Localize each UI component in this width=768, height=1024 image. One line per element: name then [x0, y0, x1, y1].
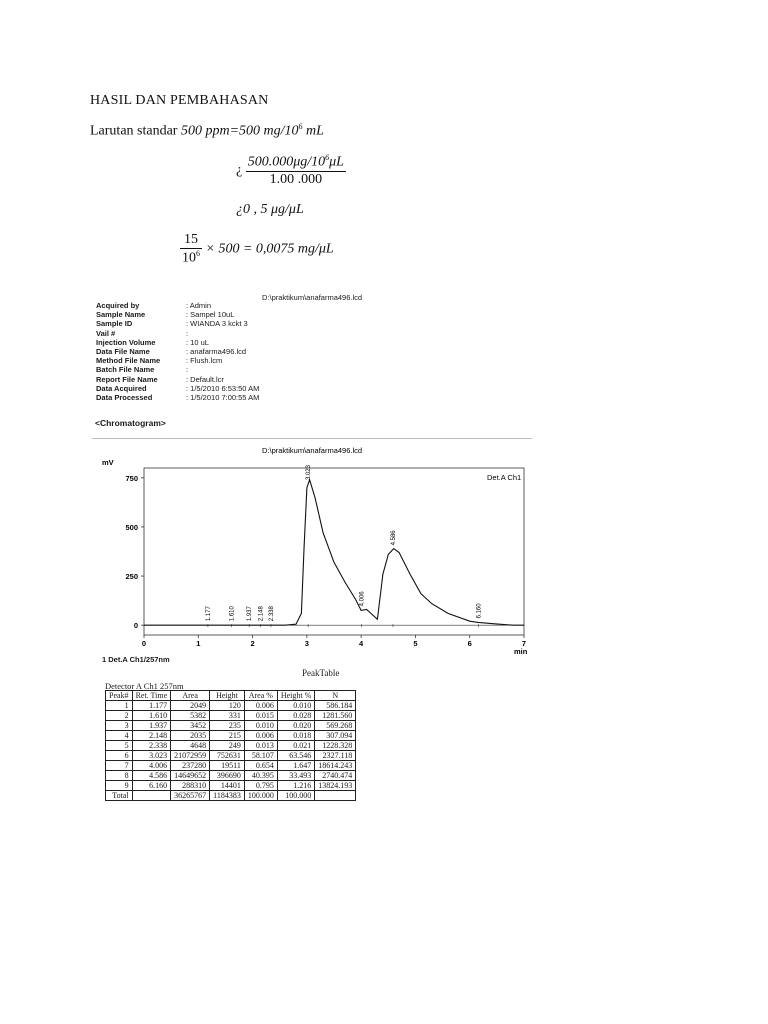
- equation-4: [180, 232, 334, 267]
- x-axis-label: min: [514, 647, 528, 656]
- info-key: Data Processed: [96, 393, 153, 403]
- column-header: Peak#: [106, 691, 133, 701]
- table-cell: 249: [210, 741, 245, 751]
- table-cell: 1.610: [132, 711, 171, 721]
- eq1-rhs: =500 mg/10: [229, 123, 299, 139]
- column-header: Area %: [244, 691, 277, 701]
- info-value: : WIANDA 3 kckt 3: [186, 319, 248, 329]
- table-cell: 19511: [210, 761, 245, 771]
- table-cell: 0.020: [277, 721, 314, 731]
- table-row: [106, 701, 356, 711]
- eq4-rest: × 500 = 0,0075 mg/μL: [205, 241, 334, 257]
- table-cell: 6.160: [132, 781, 171, 791]
- info-key: Batch File Name: [96, 365, 155, 375]
- info-row: [96, 356, 259, 365]
- table-cell: 1.937: [132, 721, 171, 731]
- info-value: : 10 uL: [186, 337, 209, 347]
- chromatogram-title: <Chromatogram>: [95, 418, 166, 428]
- table-cell: 0.010: [277, 701, 314, 711]
- chart-title: D:\praktikum\anafarma496.lcd: [262, 446, 363, 455]
- eq1-prefix: Larutan standar: [90, 123, 178, 139]
- info-key: Method File Name: [96, 356, 161, 366]
- series-label: Det.A Ch1: [487, 473, 522, 482]
- detector-title: Detector A Ch1 257nm: [105, 681, 184, 691]
- plot-frame: [144, 468, 524, 635]
- peak-label: 2.148: [258, 606, 265, 622]
- peak-label: 2.338: [268, 606, 275, 622]
- table-row: [106, 721, 356, 731]
- table-cell: 0.795: [244, 781, 277, 791]
- table-cell: 2.148: [132, 731, 171, 741]
- table-cell: 2.338: [132, 741, 171, 751]
- table-cell: 396690: [210, 771, 245, 781]
- table-cell: 215: [210, 731, 245, 741]
- table-cell: 7: [106, 761, 133, 771]
- eq2-num-a: 500.000μg/10: [247, 154, 326, 170]
- info-row: [96, 347, 259, 356]
- table-cell: 21072959: [171, 751, 210, 761]
- total-cell: 100.000: [277, 791, 314, 801]
- eq2-fraction: [246, 153, 346, 188]
- x-tick-label: 7: [521, 639, 527, 648]
- peak-label: 1.610: [229, 606, 236, 622]
- info-row: [96, 365, 259, 374]
- eq4-den-a: 10: [182, 250, 196, 266]
- table-cell: 5: [106, 741, 133, 751]
- info-value: : Flush.lcm: [186, 356, 223, 366]
- x-tick-label: 0: [141, 639, 147, 648]
- table-cell: 8: [106, 771, 133, 781]
- info-value: : 1/5/2010 7:00:55 AM: [186, 393, 260, 403]
- info-value: : Sampel 10uL: [186, 310, 235, 320]
- table-cell: 2327.118: [315, 751, 356, 761]
- peak-label: 4.006: [359, 591, 366, 607]
- report-info-list: [96, 301, 259, 402]
- info-value: :: [186, 328, 189, 338]
- y-axis-label: mV: [102, 458, 114, 467]
- column-header: Height: [210, 691, 245, 701]
- eq2-num-b: μL: [329, 154, 344, 170]
- peak-label: 1.177: [205, 606, 212, 622]
- table-cell: 1281.560: [315, 711, 356, 721]
- column-header: Area: [171, 691, 210, 701]
- hplc-report-scan: [92, 288, 542, 833]
- y-tick-label: 0: [133, 621, 138, 631]
- table-cell: 4: [106, 731, 133, 741]
- eq4-den-exp: 6: [196, 249, 200, 258]
- chromatogram-chart: [92, 443, 542, 658]
- info-value: : 1/5/2010 6:53:50 AM: [186, 383, 260, 393]
- total-cell: 1184383: [210, 791, 245, 801]
- eq2-lead: ¿: [236, 162, 243, 178]
- eq2-den: 1.00 .000: [269, 171, 323, 187]
- peak-label: 3.023: [306, 465, 313, 481]
- table-cell: 1.177: [132, 701, 171, 711]
- table-cell: 6: [106, 751, 133, 761]
- table-cell: 0.006: [244, 731, 277, 741]
- table-cell: 14649652: [171, 771, 210, 781]
- info-key: Vail #: [96, 328, 116, 338]
- eq4-num: 15: [180, 232, 202, 249]
- table-cell: 2049: [171, 701, 210, 711]
- table-row: [106, 781, 356, 791]
- table-cell: 3: [106, 721, 133, 731]
- info-key: Sample ID: [96, 319, 133, 329]
- table-row: [106, 731, 356, 741]
- table-cell: 1.216: [277, 781, 314, 791]
- table-row: [106, 761, 356, 771]
- table-cell: 235: [210, 721, 245, 731]
- table-cell: 0.018: [277, 731, 314, 741]
- y-tick-label: 500: [125, 522, 138, 532]
- series-line: [144, 480, 524, 625]
- table-cell: 33.493: [277, 771, 314, 781]
- table-cell: 40.395: [244, 771, 277, 781]
- x-tick-label: 1: [196, 639, 201, 648]
- table-cell: 307.094: [315, 731, 356, 741]
- table-cell: 120: [210, 701, 245, 711]
- table-row: [106, 751, 356, 761]
- eq2-num-exp: 6: [325, 153, 330, 162]
- table-cell: 1228.328: [315, 741, 356, 751]
- x-tick-label: 6: [467, 639, 472, 648]
- table-cell: 2035: [171, 731, 210, 741]
- table-cell: 1: [106, 701, 133, 711]
- peak-label: 4.586: [390, 530, 397, 546]
- info-row: [96, 393, 259, 402]
- info-row: [96, 384, 259, 393]
- table-cell: 3452: [171, 721, 210, 731]
- y-tick-label: 750: [125, 473, 138, 483]
- table-cell: 0.654: [244, 761, 277, 771]
- table-cell: 63.546: [277, 751, 314, 761]
- info-key: Data Acquired: [96, 383, 147, 393]
- info-row: [96, 338, 259, 347]
- heading: HASIL DAN PEMBAHASAN: [90, 93, 269, 108]
- table-cell: 0.015: [244, 711, 277, 721]
- total-cell: [315, 791, 356, 801]
- x-tick-label: 2: [250, 639, 255, 648]
- info-value: : anafarma496.lcd: [186, 347, 247, 357]
- eq4-fraction: [180, 232, 202, 267]
- equation-2: [236, 153, 346, 188]
- total-cell: [132, 791, 171, 801]
- info-row: [96, 319, 259, 328]
- table-cell: 18614.243: [315, 761, 356, 771]
- info-key: Data File Name: [96, 347, 150, 357]
- table-cell: 2740.474: [315, 771, 356, 781]
- table-row: [106, 741, 356, 751]
- table-cell: 58.107: [244, 751, 277, 761]
- column-header: N: [315, 691, 356, 701]
- table-row: [106, 711, 356, 721]
- table-cell: 0.013: [244, 741, 277, 751]
- table-cell: 1.647: [277, 761, 314, 771]
- table-cell: 331: [210, 711, 245, 721]
- equation-3: ¿0 , 5 μg/μL: [236, 202, 304, 217]
- table-cell: 288310: [171, 781, 210, 791]
- info-row: [96, 310, 259, 319]
- y-tick-label: 250: [125, 572, 138, 582]
- info-value: : Default.lcr: [186, 374, 224, 384]
- table-cell: 0.006: [244, 701, 277, 711]
- equation-1: [90, 122, 324, 140]
- table-cell: 237280: [171, 761, 210, 771]
- info-key: Acquired by: [96, 301, 140, 310]
- x-tick-label: 5: [413, 639, 418, 648]
- report-file-path: D:\praktikum\anafarma496.lcd: [262, 293, 363, 302]
- table-cell: 4.006: [132, 761, 171, 771]
- table-cell: 14401: [210, 781, 245, 791]
- eq1-lhs: 500 ppm: [180, 123, 230, 139]
- info-row: [96, 329, 259, 338]
- info-key: Sample Name: [96, 310, 146, 320]
- table-cell: 586.184: [315, 701, 356, 711]
- table-row: [106, 771, 356, 781]
- info-row: [96, 301, 259, 310]
- peak-table-title: PeakTable: [302, 668, 340, 678]
- table-cell: 4648: [171, 741, 210, 751]
- table-cell: 9: [106, 781, 133, 791]
- info-row: [96, 375, 259, 384]
- table-cell: 752631: [210, 751, 245, 761]
- info-key: Injection Volume: [96, 337, 156, 347]
- total-cell: 36265767: [171, 791, 210, 801]
- peak-label: 1.937: [247, 606, 254, 622]
- info-value: :: [186, 365, 189, 375]
- table-cell: 2: [106, 711, 133, 721]
- table-cell: 569.268: [315, 721, 356, 731]
- table-cell: 3.023: [132, 751, 171, 761]
- total-cell: 100.000: [244, 791, 277, 801]
- table-cell: 0.021: [277, 741, 314, 751]
- table-cell: 5382: [171, 711, 210, 721]
- eq1-exp: 6: [298, 122, 303, 131]
- table-cell: 13824.193: [315, 781, 356, 791]
- total-cell: Total: [106, 791, 133, 801]
- chart-legend: 1 Det.A Ch1/257nm: [102, 655, 170, 664]
- x-tick-label: 4: [359, 639, 364, 648]
- divider: [92, 438, 532, 439]
- eq1-unit: mL: [306, 123, 324, 139]
- table-cell: 0.010: [244, 721, 277, 731]
- column-header: Ret. Time: [132, 691, 171, 701]
- column-header: Height %: [277, 691, 314, 701]
- info-value: : Admin: [186, 301, 212, 310]
- total-row: [106, 791, 356, 801]
- x-tick-label: 3: [304, 639, 309, 648]
- table-cell: 4.586: [132, 771, 171, 781]
- peak-table: [105, 690, 356, 801]
- peak-label: 6.160: [476, 603, 483, 619]
- table-cell: 0.028: [277, 711, 314, 721]
- info-key: Report File Name: [96, 374, 158, 384]
